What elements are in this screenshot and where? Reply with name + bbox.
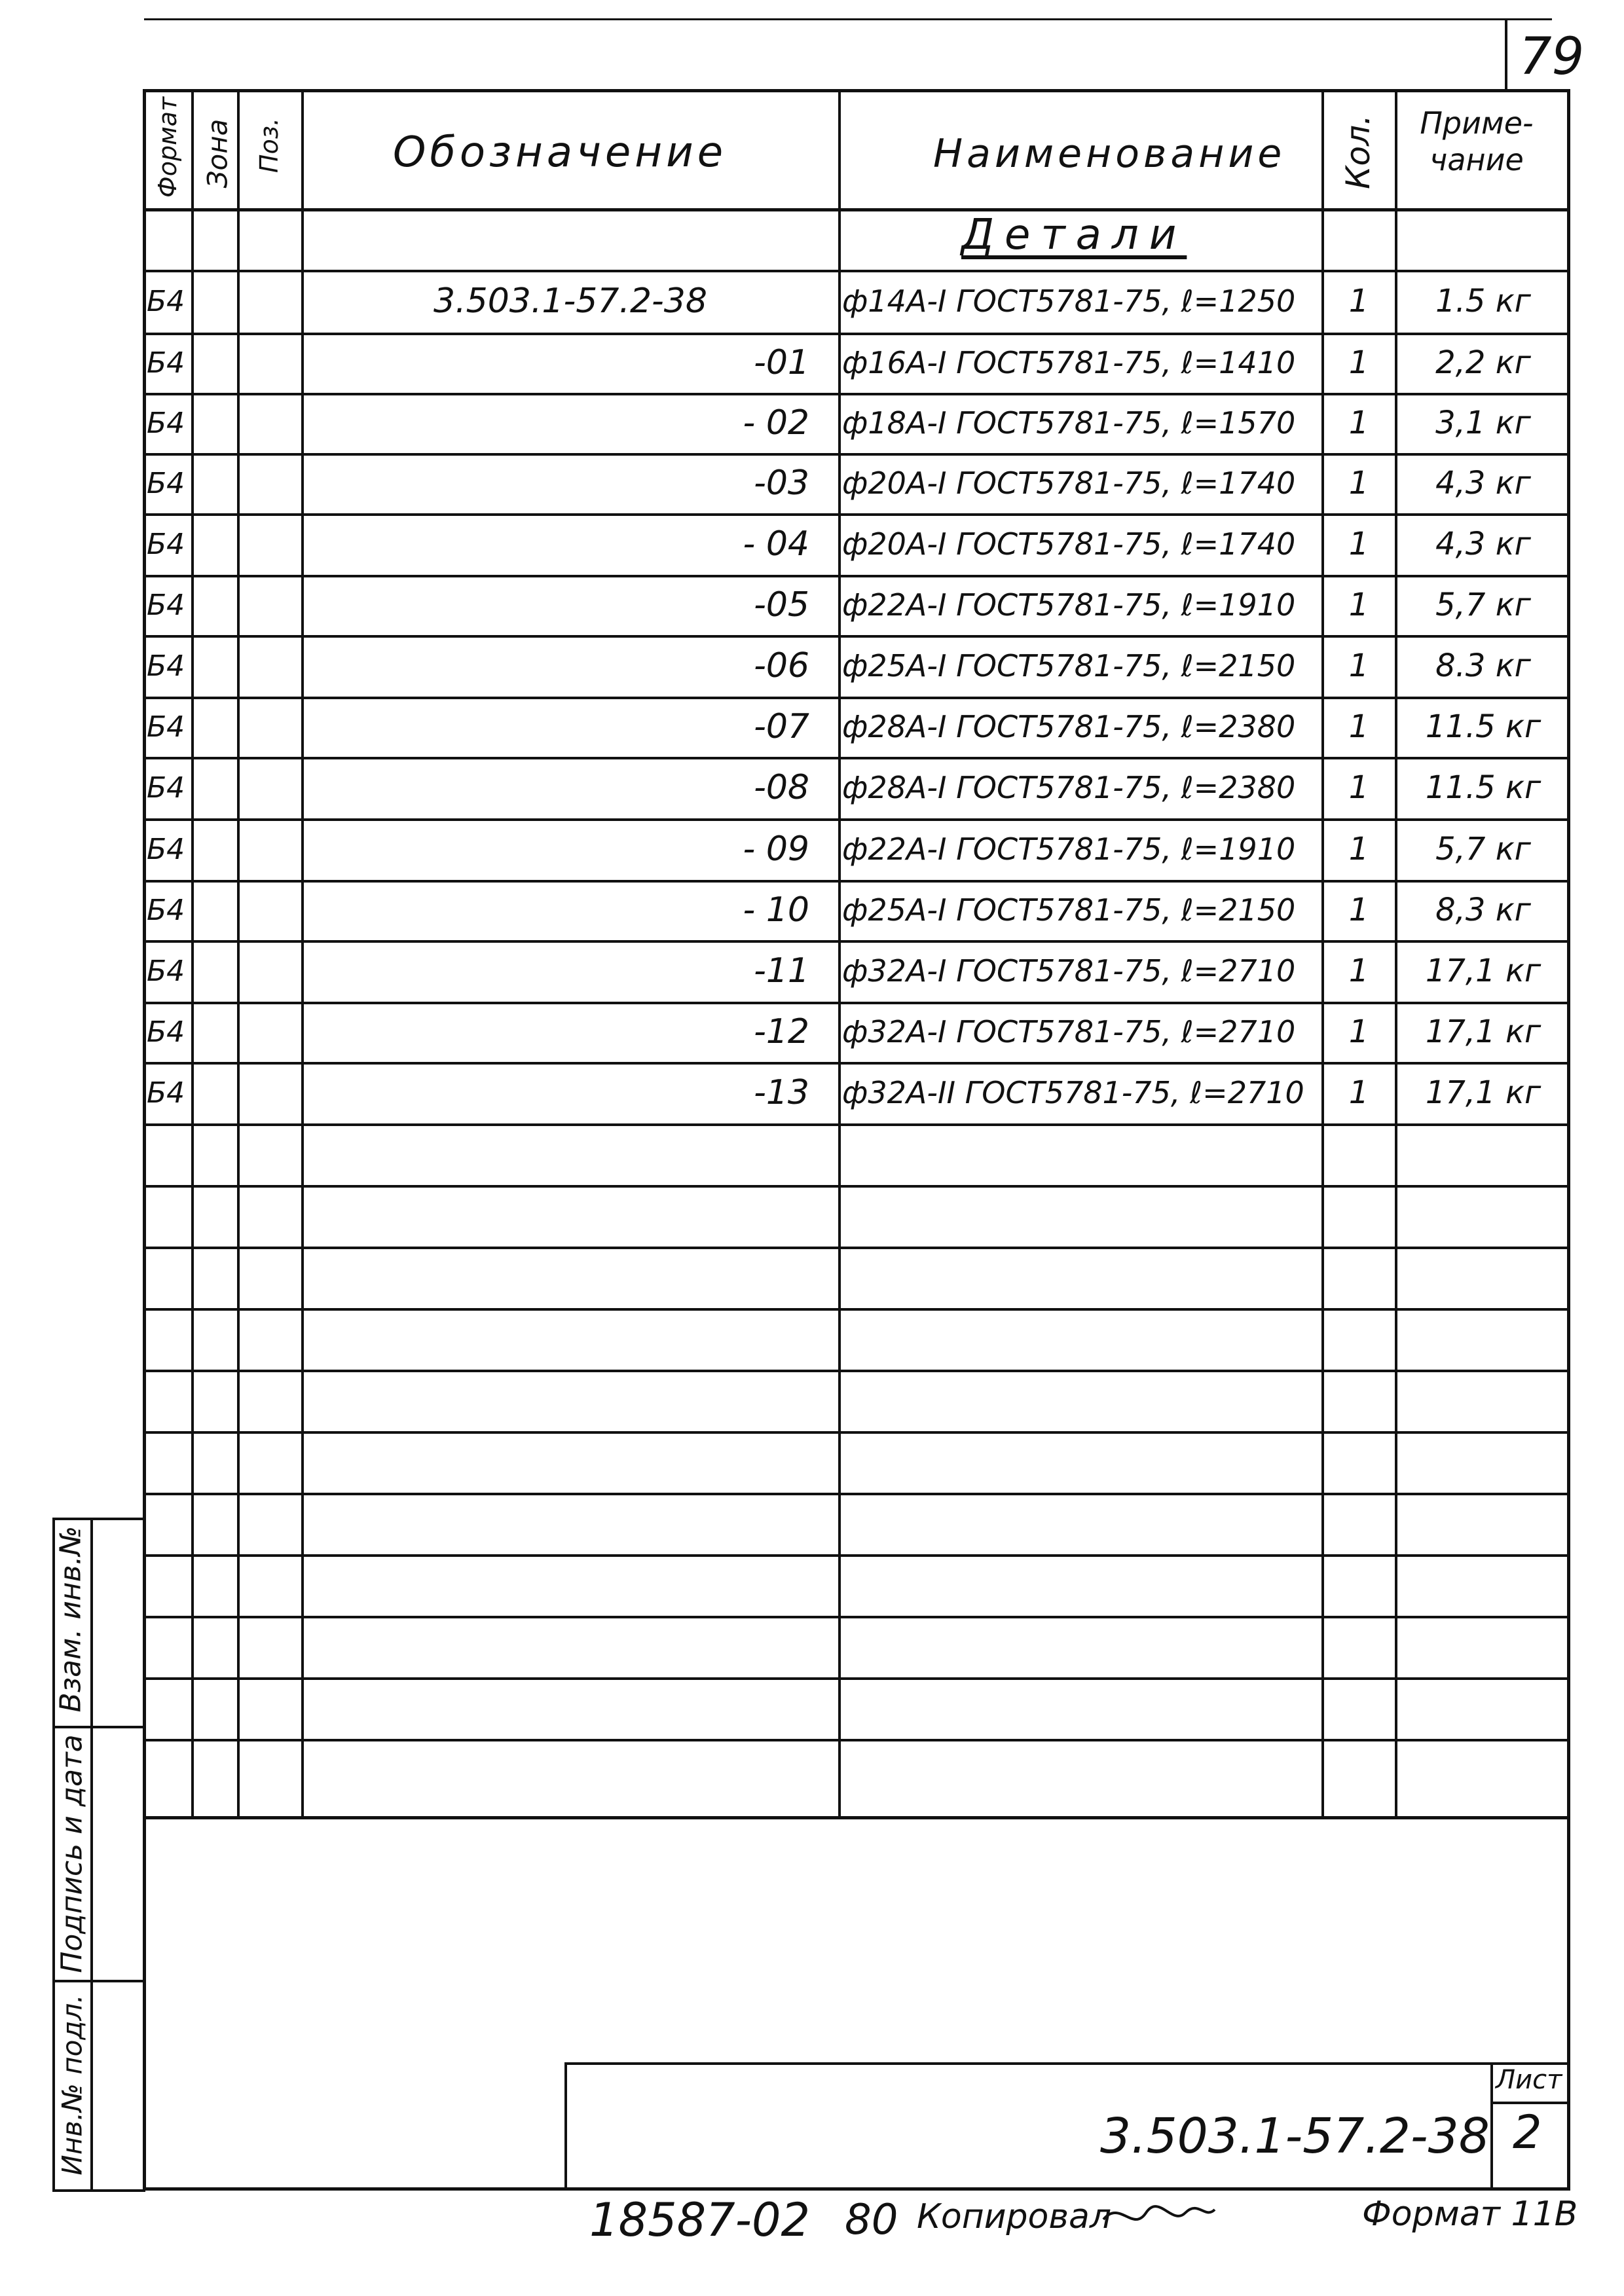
- row-note: 8,3 кг: [1435, 892, 1531, 928]
- row-name: ф16А-I ГОСТ5781-75, ℓ=1410: [842, 345, 1296, 380]
- row-name: ф20А-I ГОСТ5781-75, ℓ=1740: [842, 526, 1296, 562]
- row-format: Б4: [147, 771, 185, 805]
- title-designation: 3.503.1-57.2-38: [1100, 2108, 1490, 2164]
- row-qty: 1: [1348, 769, 1369, 806]
- page-number: 79: [1519, 27, 1585, 86]
- row-qty: 1: [1348, 953, 1369, 989]
- row-qty: 1: [1348, 405, 1369, 441]
- row-name: ф32А-II ГОСТ5781-75, ℓ=2710: [842, 1075, 1304, 1110]
- row-line: [144, 1616, 1569, 1618]
- row-note: 5,7 кг: [1435, 831, 1531, 867]
- row-line: [144, 1308, 1569, 1311]
- header-format: Формат: [153, 96, 182, 198]
- row-note: 17,1 кг: [1425, 953, 1541, 989]
- sheet-number: 2: [1513, 2105, 1542, 2159]
- row-qty: 1: [1348, 526, 1369, 562]
- row-qty: 1: [1348, 283, 1369, 319]
- header-pos: Поз.: [255, 117, 284, 173]
- row-line: [144, 1185, 1569, 1188]
- row-name: ф32А-I ГОСТ5781-75, ℓ=2710: [842, 1014, 1296, 1049]
- header-bottom-line: [144, 208, 1569, 211]
- row-qty: 1: [1348, 831, 1369, 867]
- row-designation: -05: [754, 585, 809, 625]
- row-designation: -03: [754, 464, 809, 503]
- sheet-box-divider: [1490, 2102, 1569, 2104]
- row-note: 8.3 кг: [1435, 647, 1531, 684]
- table-bottom-line: [144, 1816, 1569, 1819]
- col-line-qty: [1395, 92, 1397, 1817]
- row-name: ф20А-I ГОСТ5781-75, ℓ=1740: [842, 465, 1296, 501]
- row-designation: -06: [754, 646, 809, 685]
- side-inv-no-orig: Инв.№ подл.: [56, 1994, 88, 2176]
- row-note: 4,3 кг: [1435, 526, 1531, 562]
- row-format: Б4: [147, 1015, 185, 1049]
- row-designation: -08: [754, 768, 809, 807]
- row-line: [144, 1123, 1569, 1126]
- row-note: 1.5 кг: [1435, 283, 1531, 319]
- row-qty: 1: [1348, 892, 1369, 928]
- row-qty: 1: [1348, 708, 1369, 745]
- row-note: 5,7 кг: [1435, 587, 1531, 623]
- header-qty: Кол.: [1339, 115, 1377, 189]
- row-qty: 1: [1348, 647, 1369, 684]
- row-format: Б4: [147, 406, 185, 440]
- header-name: Наименование: [933, 131, 1286, 177]
- row-line: [144, 1493, 1569, 1495]
- row-qty: 1: [1348, 1013, 1369, 1050]
- title-block-top: [564, 2062, 1569, 2065]
- row-name: ф25А-I ГОСТ5781-75, ℓ=2150: [842, 892, 1296, 928]
- row-designation: -07: [754, 707, 809, 746]
- sheet-label: Лист: [1496, 2065, 1562, 2095]
- header-note: [1401, 105, 1552, 178]
- header-note-line2: чание: [1430, 142, 1524, 177]
- col-line-designation: [838, 92, 841, 1817]
- row-name: ф22А-I ГОСТ5781-75, ℓ=1910: [842, 831, 1296, 867]
- side-signature-date: Подпись и дата: [55, 1734, 89, 1973]
- row-line: [144, 1677, 1569, 1680]
- col-line-format: [191, 92, 194, 1817]
- sheet-box-left: [1490, 2062, 1493, 2191]
- row-note: 11.5 кг: [1425, 708, 1541, 745]
- row-designation: - 02: [743, 403, 809, 443]
- row-note: 4,3 кг: [1435, 465, 1531, 501]
- row-format: Б4: [147, 1076, 185, 1110]
- row-qty: 1: [1348, 587, 1369, 623]
- row-name: ф22А-I ГОСТ5781-75, ℓ=1910: [842, 587, 1296, 623]
- row-note: 11.5 кг: [1425, 769, 1541, 806]
- row-qty: 1: [1348, 344, 1369, 381]
- col-line-zone: [237, 92, 240, 1817]
- row-name: ф28А-I ГОСТ5781-75, ℓ=2380: [842, 709, 1296, 744]
- row-format: Б4: [147, 710, 185, 744]
- row-line: [144, 1431, 1569, 1434]
- side-stamp-line-1: [52, 1726, 145, 1728]
- top-border-line: [144, 18, 1552, 20]
- page-number-box-left: [1505, 18, 1507, 92]
- row-designation: - 09: [743, 829, 809, 869]
- row-name: ф25А-I ГОСТ5781-75, ℓ=2150: [842, 648, 1296, 683]
- side-replace-inv: Взам. инв.№: [54, 1525, 88, 1713]
- section-title: Детали: [961, 211, 1187, 259]
- footer-format-label: Формат 11В: [1362, 2195, 1578, 2234]
- row-qty: 1: [1348, 1074, 1369, 1111]
- row-format: Б4: [147, 649, 185, 683]
- row-format: Б4: [147, 588, 185, 622]
- row-format: Б4: [147, 346, 185, 380]
- row-designation: -11: [754, 951, 809, 991]
- row-note: 3,1 кг: [1435, 405, 1531, 441]
- side-stamp-line-2: [52, 1980, 145, 1982]
- row-format: Б4: [147, 466, 185, 500]
- col-line-pos: [301, 92, 304, 1817]
- title-block-left: [564, 2062, 567, 2191]
- row-note: 17,1 кг: [1425, 1074, 1541, 1111]
- row-designation: -01: [754, 343, 809, 382]
- header-zone: Зона: [201, 118, 234, 189]
- side-stamp-divider: [90, 1518, 93, 2192]
- row-designation: 3.503.1-57.2-38: [434, 282, 707, 321]
- row-format: Б4: [147, 284, 185, 318]
- footer-copied-label: Копировал: [917, 2197, 1112, 2236]
- row-line: [144, 1739, 1569, 1741]
- row-name: ф18А-I ГОСТ5781-75, ℓ=1570: [842, 405, 1296, 441]
- row-designation: - 10: [743, 890, 809, 930]
- row-format: Б4: [147, 954, 185, 988]
- row-designation: -13: [754, 1073, 809, 1112]
- header-designation: Обозначение: [393, 128, 728, 177]
- row-name: ф32А-I ГОСТ5781-75, ℓ=2710: [842, 953, 1296, 989]
- row-format: Б4: [147, 832, 185, 866]
- row-format: Б4: [147, 527, 185, 561]
- row-designation: -12: [754, 1012, 809, 1051]
- row-designation: - 04: [743, 524, 809, 564]
- row-qty: 1: [1348, 465, 1369, 501]
- row-note: 17,1 кг: [1425, 1013, 1541, 1050]
- copied-signature: [1100, 2193, 1218, 2239]
- row-name: ф14А-I ГОСТ5781-75, ℓ=1250: [842, 283, 1296, 319]
- row-line: [144, 1247, 1569, 1249]
- row-note: 2,2 кг: [1435, 344, 1531, 381]
- row-name: ф28А-I ГОСТ5781-75, ℓ=2380: [842, 770, 1296, 805]
- header-note-line1: Приме-: [1420, 105, 1534, 141]
- footer-code: 80: [845, 2196, 898, 2244]
- footer-order-number: 18587-02: [589, 2193, 811, 2247]
- row-line: [144, 1554, 1569, 1557]
- row-format: Б4: [147, 893, 185, 927]
- row-line: [144, 1370, 1569, 1372]
